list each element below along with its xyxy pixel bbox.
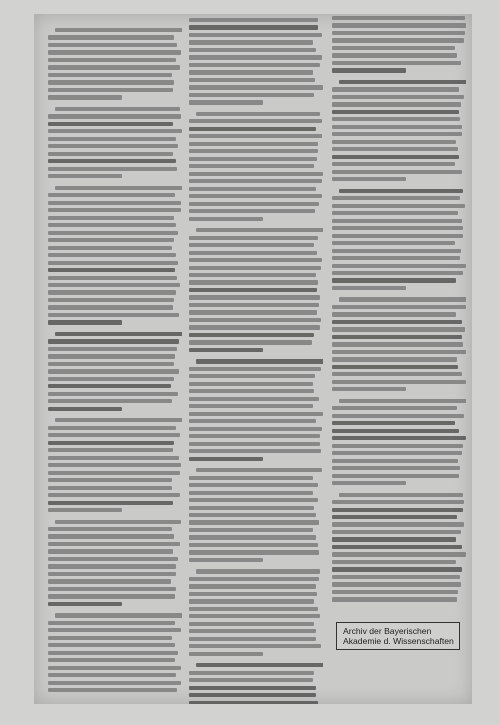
text-line bbox=[332, 132, 462, 136]
text-line bbox=[332, 147, 458, 151]
text-line bbox=[332, 249, 461, 253]
text-line bbox=[332, 421, 455, 425]
text-line bbox=[189, 592, 317, 596]
text-line bbox=[189, 243, 314, 247]
text-line bbox=[332, 219, 462, 223]
text-line bbox=[332, 234, 463, 238]
text-line bbox=[48, 290, 176, 294]
text-line bbox=[332, 241, 455, 245]
text-line bbox=[196, 112, 320, 116]
text-line bbox=[189, 251, 317, 255]
text-line bbox=[332, 508, 463, 512]
text-line bbox=[48, 174, 122, 178]
text-line bbox=[189, 33, 322, 37]
text-line bbox=[48, 486, 172, 490]
text-line bbox=[48, 666, 181, 670]
text-line bbox=[332, 140, 456, 144]
text-line bbox=[48, 43, 177, 47]
text-line bbox=[48, 384, 171, 388]
text-line bbox=[189, 412, 323, 416]
text-line bbox=[332, 537, 456, 541]
text-line bbox=[332, 444, 463, 448]
text-line bbox=[189, 584, 316, 588]
text-line bbox=[48, 193, 175, 197]
text-line bbox=[55, 332, 182, 336]
text-line bbox=[189, 686, 316, 690]
text-line bbox=[48, 549, 173, 553]
text-line bbox=[48, 426, 176, 430]
text-line bbox=[48, 681, 181, 685]
text-line bbox=[189, 258, 322, 262]
text-line bbox=[189, 25, 318, 29]
text-line bbox=[332, 335, 462, 339]
text-line bbox=[332, 380, 466, 384]
text-line bbox=[332, 125, 462, 129]
text-line bbox=[332, 87, 459, 91]
text-line bbox=[48, 320, 122, 324]
text-line bbox=[48, 399, 172, 403]
text-line bbox=[189, 303, 319, 307]
text-line bbox=[189, 476, 313, 480]
text-line bbox=[189, 164, 314, 168]
text-line bbox=[189, 614, 320, 618]
text-line bbox=[189, 671, 314, 675]
text-line bbox=[48, 621, 175, 625]
text-line bbox=[48, 201, 181, 205]
text-line bbox=[189, 236, 318, 240]
text-line bbox=[189, 310, 317, 314]
text-line bbox=[189, 389, 314, 393]
text-line bbox=[332, 53, 457, 57]
text-line bbox=[48, 527, 172, 531]
text-line bbox=[332, 204, 465, 208]
text-line bbox=[332, 110, 459, 114]
text-line bbox=[189, 491, 313, 495]
text-line bbox=[48, 35, 174, 39]
text-line bbox=[332, 256, 460, 260]
text-line bbox=[189, 644, 321, 648]
text-line bbox=[196, 359, 323, 363]
text-line bbox=[332, 357, 457, 361]
text-line bbox=[332, 117, 460, 121]
text-line bbox=[332, 459, 458, 463]
text-line bbox=[189, 599, 314, 603]
text-line bbox=[48, 392, 178, 396]
text-line bbox=[48, 636, 172, 640]
text-line bbox=[332, 46, 455, 50]
text-line bbox=[332, 387, 406, 391]
text-line bbox=[189, 622, 314, 626]
text-line bbox=[48, 88, 173, 92]
text-line bbox=[48, 594, 175, 598]
text-line bbox=[48, 557, 178, 561]
text-line bbox=[55, 107, 180, 111]
text-column-middle bbox=[189, 18, 323, 704]
text-line bbox=[196, 228, 323, 232]
text-line bbox=[332, 590, 458, 594]
text-line bbox=[48, 152, 173, 156]
text-line bbox=[48, 122, 173, 126]
text-line bbox=[189, 629, 316, 633]
text-line bbox=[48, 673, 176, 677]
text-line bbox=[332, 582, 461, 586]
text-line bbox=[332, 515, 457, 519]
text-line bbox=[332, 95, 464, 99]
text-line bbox=[196, 569, 320, 573]
text-line bbox=[189, 701, 318, 704]
text-line bbox=[48, 572, 176, 576]
text-line bbox=[55, 186, 182, 190]
text-line bbox=[332, 406, 457, 410]
text-line bbox=[332, 23, 466, 27]
text-line bbox=[48, 542, 180, 546]
text-line bbox=[189, 85, 323, 89]
text-line bbox=[189, 333, 314, 337]
text-line bbox=[189, 520, 319, 524]
text-line bbox=[48, 58, 176, 62]
text-line bbox=[189, 18, 318, 22]
text-line bbox=[189, 325, 320, 329]
text-line bbox=[48, 261, 178, 265]
text-line bbox=[189, 93, 314, 97]
text-line bbox=[189, 404, 313, 408]
text-line bbox=[332, 372, 462, 376]
text-line bbox=[332, 31, 465, 35]
text-line bbox=[189, 127, 316, 131]
text-line bbox=[332, 226, 463, 230]
text-line bbox=[189, 348, 263, 352]
text-line bbox=[48, 246, 172, 250]
text-line bbox=[48, 129, 182, 133]
text-line bbox=[48, 441, 174, 445]
text-line bbox=[48, 144, 178, 148]
text-line bbox=[48, 501, 173, 505]
text-line bbox=[332, 545, 462, 549]
text-line bbox=[332, 567, 462, 571]
text-line bbox=[189, 280, 318, 284]
text-line bbox=[332, 350, 466, 354]
text-line bbox=[48, 347, 177, 351]
text-line bbox=[189, 217, 263, 221]
text-line bbox=[189, 449, 321, 453]
text-line bbox=[48, 658, 175, 662]
text-line bbox=[48, 216, 174, 220]
text-line bbox=[48, 471, 180, 475]
text-line bbox=[332, 305, 466, 309]
text-line bbox=[332, 560, 456, 564]
text-line bbox=[189, 543, 318, 547]
text-line bbox=[189, 678, 313, 682]
text-line bbox=[332, 177, 406, 181]
text-line bbox=[332, 575, 460, 579]
text-line bbox=[48, 339, 179, 343]
text-line bbox=[189, 577, 319, 581]
stamp-line-1: Archiv der Bayerischen bbox=[343, 626, 432, 636]
text-line bbox=[55, 613, 182, 617]
text-line bbox=[339, 80, 466, 84]
text-line bbox=[189, 295, 320, 299]
text-line bbox=[189, 273, 316, 277]
text-line bbox=[332, 466, 460, 470]
text-line bbox=[189, 266, 321, 270]
text-line bbox=[189, 48, 316, 52]
text-line bbox=[332, 365, 458, 369]
text-line bbox=[48, 114, 181, 118]
text-line bbox=[189, 528, 313, 532]
text-line bbox=[332, 312, 456, 316]
text-line bbox=[48, 362, 174, 366]
text-line bbox=[332, 68, 406, 72]
text-line bbox=[332, 474, 459, 478]
text-line bbox=[189, 187, 316, 191]
text-line bbox=[48, 253, 176, 257]
text-line bbox=[189, 652, 263, 656]
text-line bbox=[332, 597, 457, 601]
text-line bbox=[189, 434, 320, 438]
text-line bbox=[332, 102, 461, 106]
text-line bbox=[332, 170, 462, 174]
text-line bbox=[332, 522, 464, 526]
text-line bbox=[189, 535, 316, 539]
archive-stamp bbox=[336, 622, 460, 650]
text-line bbox=[332, 530, 461, 534]
text-line bbox=[48, 305, 173, 309]
text-line bbox=[48, 651, 178, 655]
text-line bbox=[332, 429, 459, 433]
text-line bbox=[189, 78, 315, 82]
text-line bbox=[48, 80, 174, 84]
text-line bbox=[189, 179, 322, 183]
stamp-line-2: Akademie d. Wissenschaften bbox=[343, 636, 454, 646]
text-line bbox=[48, 298, 174, 302]
text-line bbox=[48, 564, 176, 568]
paragraph-gap bbox=[48, 516, 182, 520]
text-line bbox=[332, 16, 465, 20]
text-line bbox=[189, 607, 318, 611]
scanned-text-page bbox=[34, 14, 472, 704]
text-line bbox=[48, 508, 122, 512]
text-column-right bbox=[332, 16, 466, 606]
text-line bbox=[189, 498, 318, 502]
text-line bbox=[189, 457, 263, 461]
text-line bbox=[196, 663, 323, 667]
text-line bbox=[332, 196, 460, 200]
text-line bbox=[332, 481, 406, 485]
text-line bbox=[189, 70, 313, 74]
text-line bbox=[189, 157, 317, 161]
text-line bbox=[189, 142, 318, 146]
text-line bbox=[48, 73, 172, 77]
text-line bbox=[48, 433, 180, 437]
text-line bbox=[189, 558, 263, 562]
text-line bbox=[332, 451, 462, 455]
text-line bbox=[48, 534, 174, 538]
text-line bbox=[332, 264, 466, 268]
text-line bbox=[48, 407, 122, 411]
text-line bbox=[48, 602, 122, 606]
text-line bbox=[189, 202, 319, 206]
paragraph-gap bbox=[332, 489, 466, 493]
text-line bbox=[332, 327, 465, 331]
text-column-left bbox=[48, 24, 182, 704]
text-line bbox=[189, 119, 322, 123]
text-line bbox=[48, 628, 181, 632]
text-line bbox=[55, 28, 182, 32]
text-line bbox=[189, 374, 315, 378]
text-line bbox=[48, 95, 122, 99]
text-line bbox=[48, 268, 175, 272]
text-line bbox=[189, 172, 323, 176]
text-line bbox=[48, 369, 179, 373]
text-line bbox=[48, 354, 175, 358]
text-line bbox=[332, 500, 464, 504]
text-line bbox=[48, 137, 176, 141]
text-line bbox=[48, 377, 174, 381]
text-line bbox=[189, 382, 313, 386]
text-line bbox=[189, 693, 316, 697]
text-line bbox=[189, 442, 320, 446]
text-line bbox=[332, 162, 455, 166]
text-line bbox=[48, 478, 172, 482]
text-line bbox=[48, 238, 174, 242]
text-line bbox=[48, 579, 171, 583]
text-line bbox=[332, 552, 466, 556]
text-line bbox=[332, 414, 464, 418]
text-line bbox=[189, 149, 318, 153]
text-line bbox=[48, 276, 177, 280]
text-line bbox=[189, 340, 312, 344]
text-line bbox=[48, 50, 181, 54]
text-line bbox=[48, 493, 180, 497]
text-line bbox=[332, 286, 406, 290]
text-line bbox=[48, 448, 173, 452]
text-line bbox=[339, 399, 466, 403]
text-line bbox=[189, 288, 317, 292]
text-line bbox=[189, 63, 320, 67]
text-line bbox=[189, 506, 314, 510]
text-line bbox=[48, 65, 180, 69]
text-line bbox=[189, 55, 322, 59]
text-line bbox=[189, 367, 321, 371]
text-line bbox=[48, 223, 176, 227]
text-line bbox=[339, 189, 463, 193]
text-line bbox=[332, 155, 459, 159]
text-line bbox=[332, 436, 466, 440]
text-line bbox=[339, 297, 466, 301]
text-line bbox=[332, 38, 464, 42]
text-line bbox=[189, 427, 322, 431]
text-line bbox=[48, 587, 176, 591]
text-line bbox=[189, 637, 316, 641]
text-line bbox=[332, 61, 461, 65]
text-line bbox=[189, 419, 316, 423]
text-line bbox=[48, 643, 175, 647]
text-line bbox=[48, 208, 181, 212]
text-line bbox=[55, 418, 182, 422]
text-line bbox=[189, 483, 318, 487]
text-line bbox=[55, 520, 181, 524]
text-line bbox=[189, 318, 321, 322]
text-line bbox=[189, 194, 322, 198]
text-line bbox=[48, 167, 177, 171]
text-line bbox=[332, 271, 463, 275]
text-line bbox=[189, 209, 315, 213]
text-line bbox=[189, 134, 322, 138]
text-line bbox=[196, 468, 322, 472]
text-line bbox=[332, 320, 462, 324]
text-line bbox=[48, 463, 181, 467]
text-line bbox=[339, 493, 463, 497]
text-line bbox=[48, 313, 179, 317]
text-line bbox=[189, 397, 319, 401]
text-line bbox=[48, 231, 178, 235]
text-line bbox=[189, 100, 263, 104]
text-line bbox=[189, 40, 313, 44]
text-line bbox=[332, 211, 458, 215]
text-line bbox=[189, 550, 319, 554]
text-line bbox=[48, 456, 179, 460]
text-line bbox=[332, 342, 463, 346]
text-line bbox=[189, 513, 316, 517]
text-line bbox=[48, 159, 176, 163]
text-line bbox=[48, 688, 177, 692]
text-line bbox=[332, 278, 456, 282]
text-line bbox=[48, 283, 180, 287]
